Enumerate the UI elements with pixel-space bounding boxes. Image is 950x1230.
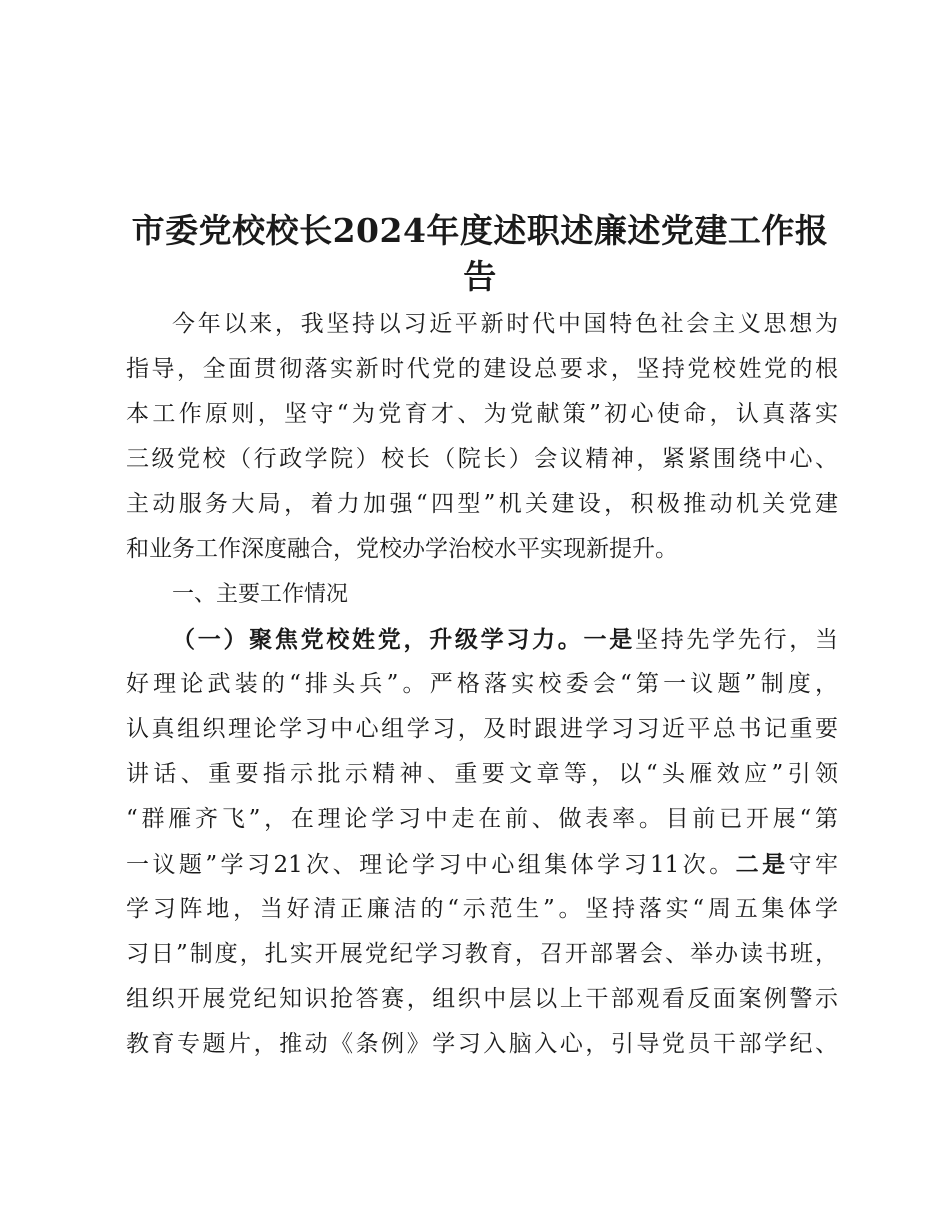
subsection-heading: （一）聚焦党校姓党，升级学习力。 xyxy=(172,626,584,653)
intro-line: 本工作原则，坚守“为党育才、为党献策”初心使命，认真落实 xyxy=(126,401,838,427)
intro-line: 和业务工作深度融合，党校办学治校水平实现新提升。 xyxy=(126,536,678,562)
body-line: 学习阵地，当好清正廉洁的“示范生”。坚持落实“周五集体学 xyxy=(126,896,838,922)
body-line: 讲话、重要指示批示精神、重要文章等，以“头雁效应”引领 xyxy=(126,761,838,787)
intro-line: 主动服务大局，着力加强“四型”机关建设，积极推动机关党建 xyxy=(126,491,838,517)
body-line: “群雁齐飞”，在理论学习中走在前、做表率。目前已开展“第 xyxy=(126,806,838,832)
second-point-text: 守牢 xyxy=(788,852,838,878)
body-line: 好理论武装的“排头兵”。严格落实校委会“第一议题”制度， xyxy=(126,671,838,697)
first-point-summary: 一议题”学习21次、理论学习中心组集体学习11次。 xyxy=(126,852,736,878)
body-line: 习日”制度，扎实开展党纪学习教育，召开部署会、举办读书班， xyxy=(126,941,838,967)
document-body xyxy=(126,302,838,1067)
body-line: 认真组织理论学习中心组学习，及时跟进学习习近平总书记重要 xyxy=(126,716,838,742)
intro-line: 三级党校（行政学院）校长（院长）会议精神，紧紧围绕中心、 xyxy=(126,446,838,472)
body-line: 组织开展党纪知识抢答赛，组织中层以上干部观看反面案例警示 xyxy=(126,986,838,1012)
second-point-marker: 二是 xyxy=(735,851,789,878)
first-point-text: 坚持先学先行，当 xyxy=(634,627,838,653)
intro-line: 今年以来，我坚持以习近平新时代中国特色社会主义思想为 xyxy=(172,311,838,337)
title-line-1: 市委党校校长2024年度述职述廉述党建工作报 xyxy=(131,211,829,250)
subsection-first-line xyxy=(126,617,838,662)
document-title xyxy=(110,208,850,300)
first-point-marker: 一是 xyxy=(583,626,635,653)
second-point-line xyxy=(126,842,838,887)
body-line: 教育专题片，推动《条例》学习入脑入心，引导党员干部学纪、 xyxy=(126,1031,838,1057)
title-line-2: 告 xyxy=(463,257,497,296)
section-heading: 一、主要工作情况 xyxy=(172,582,349,607)
intro-line: 指导，全面贯彻落实新时代党的建设总要求，坚持党校姓党的根 xyxy=(126,356,838,382)
